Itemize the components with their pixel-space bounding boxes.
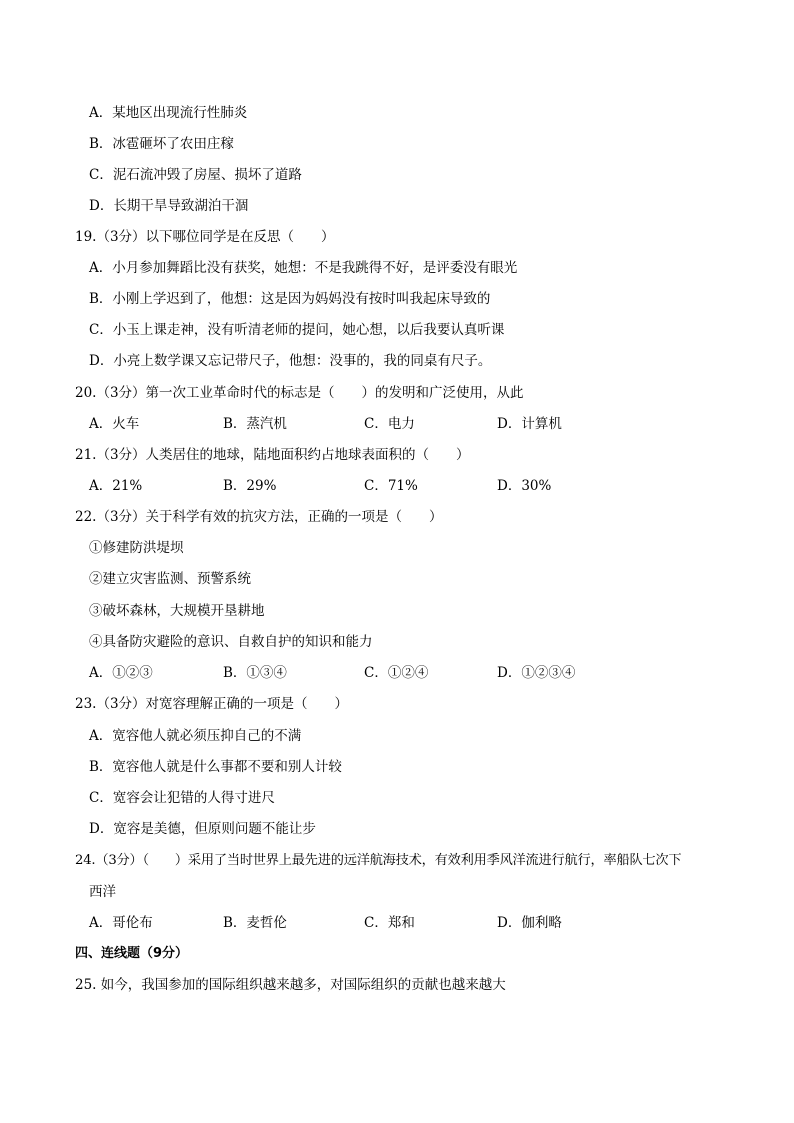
q18-option-a: A．某地区出现流行性肺炎: [89, 105, 248, 121]
q24-option-c: C．郑和: [364, 915, 415, 931]
q19-option-b: B．小刚上学迟到了，他想：这是因为妈妈没有按时叫我起床导致的: [89, 291, 491, 307]
q21-stem: 21.（3分）人类居住的地球，陆地面积约占地球表面积的（ ）: [75, 447, 470, 463]
q22-item-4: ④具备防灾避险的意识、自救自护的知识和能力: [89, 634, 373, 650]
q18-option-b: B．冰雹砸坏了农田庄稼: [89, 136, 234, 152]
q23-option-c: C．宽容会让犯错的人得寸进尺: [89, 790, 275, 806]
q20-stem: 20.（3分）第一次工业革命时代的标志是（ ）的发明和广泛使用，从此: [75, 385, 524, 401]
q19-option-c: C．小玉上课走神，没有听清老师的提问，她心想，以后我要认真听课: [89, 322, 505, 338]
q22-item-3: ③破坏森林，大规模开垦耕地: [89, 603, 265, 619]
q24-option-b: B．麦哲伦: [223, 915, 287, 931]
q22-option-b: B．①③④: [223, 665, 287, 681]
q22-item-1: ①修建防洪堤坝: [89, 540, 184, 556]
q21-option-d: D．30%: [497, 478, 552, 494]
q18-option-d: D．长期干旱导致湖泊干涸: [89, 198, 249, 214]
q21-option-a: A．21%: [89, 478, 143, 494]
q20-option-a: A．火车: [89, 416, 140, 432]
q20-option-d: D．计算机: [497, 416, 562, 432]
q19-stem: 19.（3分）以下哪位同学是在反思（ ）: [75, 229, 335, 245]
section-4-title: 四、连线题（9分）: [75, 946, 189, 961]
q23-option-d: D．宽容是美德，但原则问题不能让步: [89, 821, 316, 837]
q22-stem: 22.（3分）关于科学有效的抗灾方法，正确的一项是（ ）: [75, 509, 443, 525]
q21-option-b: B．29%: [223, 478, 277, 494]
q19-option-d: D．小亮上数学课又忘记带尺子，他想：没事的，我的同桌有尺子。: [89, 353, 492, 369]
q21-option-c: C．71%: [364, 478, 418, 494]
q22-item-2: ②建立灾害监测、预警系统: [89, 571, 251, 587]
q20-option-c: C．电力: [364, 416, 415, 432]
q24-option-d: D．伽利略: [497, 915, 562, 931]
q24-option-a: A．哥伦布: [89, 915, 153, 931]
q20-option-b: B．蒸汽机: [223, 416, 287, 432]
q22-option-d: D．①②③④: [497, 665, 576, 681]
q18-option-c: C．泥石流冲毁了房屋、损坏了道路: [89, 167, 302, 183]
q23-stem: 23.（3分）对宽容理解正确的一项是（ ）: [75, 696, 349, 712]
q22-option-c: C．①②④: [364, 665, 429, 681]
q25-stem: 25. 如今，我国参加的国际组织越来越多，对国际组织的贡献也越来越大: [75, 977, 506, 993]
q22-option-a: A．①②③: [89, 665, 153, 681]
q23-option-b: B．宽容他人就是什么事都不要和别人计较: [89, 759, 342, 775]
q24-stem-line1: 24.（3分）（ ）采用了当时世界上最先进的远洋航海技术，有效利用季风洋流进行航行，率船队七次下: [75, 853, 682, 868]
q23-option-a: A．宽容他人就必须压抑自己的不满: [89, 728, 302, 744]
q19-option-a: A．小月参加舞蹈比没有获奖，她想：不是我跳得不好，是评委没有眼光: [89, 260, 518, 276]
q24-stem-line2: 西洋: [89, 884, 116, 900]
